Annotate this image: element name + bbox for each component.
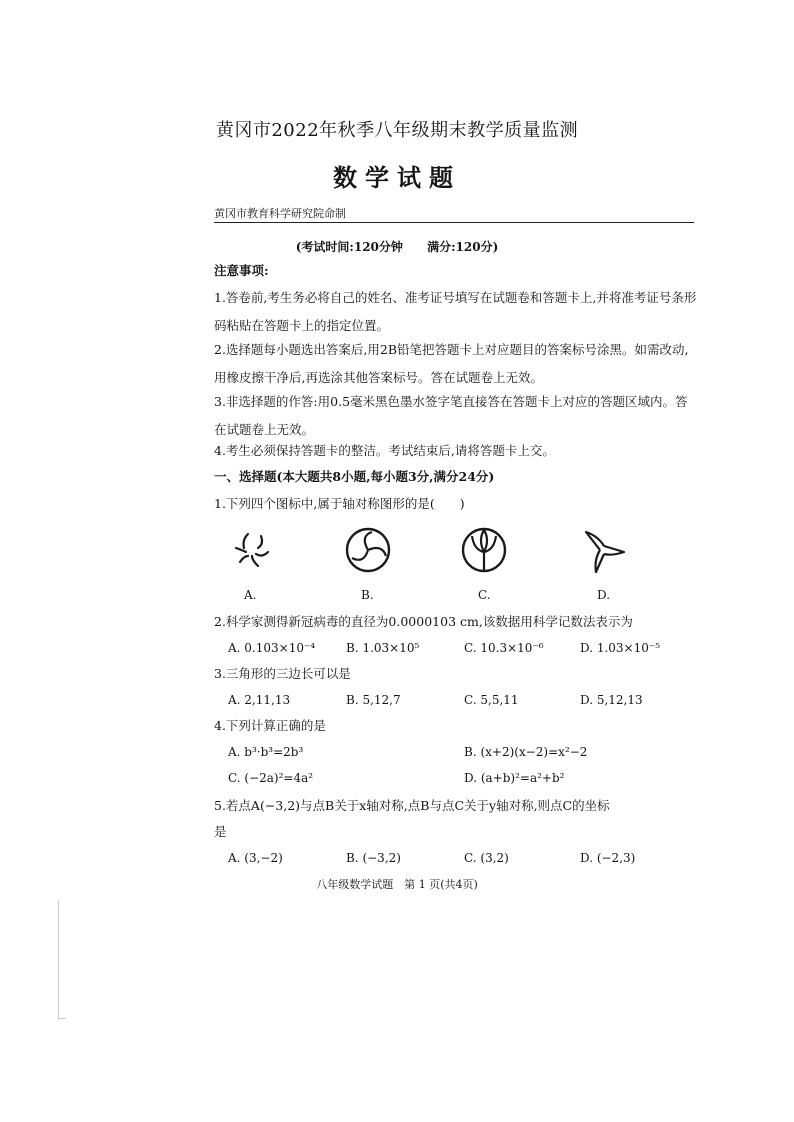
scan-edge-tick (58, 1018, 66, 1019)
question-stem-continued: 是 (214, 824, 227, 839)
exam-time: (考试时间:120分钟 (295, 240, 403, 254)
option-label: D. (597, 588, 611, 602)
option: B. (x+2)(x−2)=x²−2 (464, 745, 588, 759)
institute-credit: 黄冈市教育科学研究院命制 (214, 207, 346, 220)
option-row (228, 686, 698, 714)
yin-yang-swirl-icon (344, 526, 392, 574)
exam-score: 满分:120分) (427, 240, 499, 254)
option: B. 5,12,7 (346, 693, 401, 707)
exam-title: 黄冈市2022年秋季八年级期末教学质量监测 (215, 120, 579, 141)
option-label: B. (361, 588, 374, 602)
question-stem: 4.下列计算正确的是 (214, 718, 326, 733)
option: B. (−3,2) (346, 851, 401, 865)
option-row (228, 634, 698, 662)
notes-heading: 注意事项: (214, 263, 269, 278)
option: C. 5,5,11 (464, 693, 519, 707)
option-row (228, 844, 698, 872)
option: D. (a+b)²=a²+b² (464, 771, 565, 785)
exam-info (0, 238, 794, 255)
option-row (228, 738, 698, 766)
option: C. (−2a)²=4a² (228, 771, 314, 785)
section-heading: 一、选择题(本大题共8小题,每小题3分,满分24分) (214, 469, 495, 484)
question-stem: 3.三角形的三边长可以是 (214, 666, 351, 681)
three-blade-shuriken-icon (578, 526, 626, 574)
option: B. 1.03×10⁵ (346, 641, 420, 655)
header-divider (214, 222, 694, 223)
option-row (228, 764, 698, 792)
note-item: 2.选择题每小题选出答案后,用2B铅笔把答题卡上对应题目的答案标号涂黑。如需改动,用橡皮擦干净后,再选涂其他答案标号。答在试题卷上无效。 (214, 342, 689, 385)
question-stem: 2.科学家测得新冠病毒的直径为0.0000103 cm,该数据用科学记数法表示为 (214, 614, 633, 629)
subject-title: 数学试题 (333, 163, 461, 192)
scan-edge-line (58, 900, 59, 1020)
option: C. (3,2) (464, 851, 509, 865)
note-item: 4.考生必须保持答题卡的整洁。考试结束后,请将答题卡上交。 (214, 443, 555, 458)
page-footer: 八年级数学试题 第 1 页(共4页) (316, 878, 478, 891)
swirl-petals-icon (228, 526, 276, 574)
option: A. b³·b³=2b³ (228, 745, 304, 759)
option-label: C. (478, 588, 491, 602)
peace-y-circle-icon (460, 526, 508, 574)
option: A. 2,11,13 (228, 693, 291, 707)
question-stem: 5.若点A(−3,2)与点B关于x轴对称,点B与点C关于y轴对称,则点C的坐标 (214, 798, 610, 813)
note-item: 1.答卷前,考生务必将自己的姓名、准考证号填写在试题卷和答题卡上,并将准考证号条形码粘贴在答题卡上的指定位置。 (214, 290, 697, 333)
option: A. (3,−2) (228, 851, 283, 865)
option: D. 5,12,13 (580, 693, 643, 707)
option: D. (−2,3) (580, 851, 636, 865)
option-label: A. (244, 588, 257, 602)
option: A. 0.103×10⁻⁴ (228, 641, 316, 655)
option: D. 1.03×10⁻⁵ (580, 641, 661, 655)
option: C. 10.3×10⁻⁶ (464, 641, 544, 655)
note-item: 3.非选择题的作答:用0.5毫米黑色墨水签字笔直接答在答题卡上对应的答题区域内。答在试题卷上无效。 (214, 394, 688, 437)
question-stem: 1.下列四个图标中,属于轴对称图形的是( ) (214, 496, 465, 511)
